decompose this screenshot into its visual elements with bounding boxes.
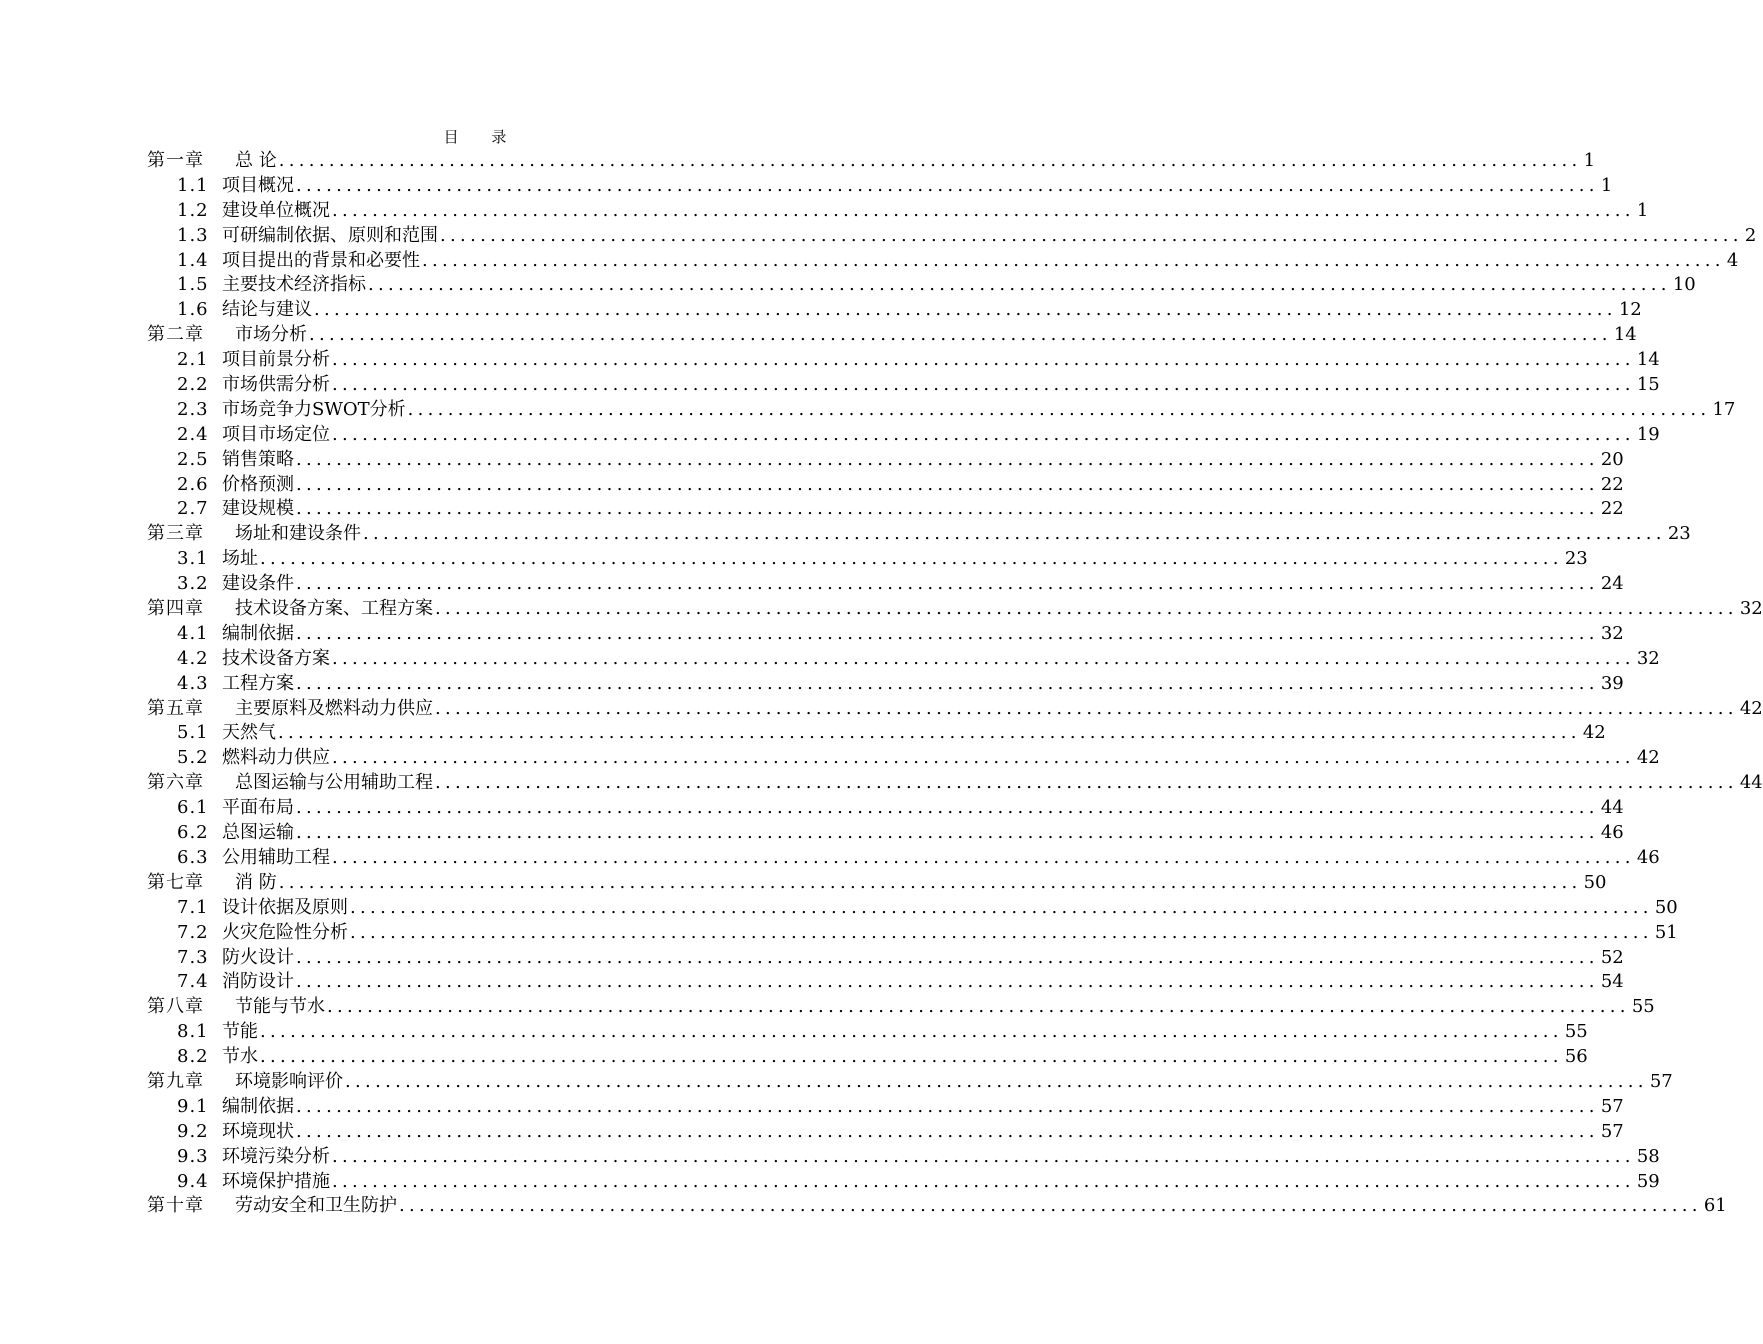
toc-section-entry[interactable] bbox=[147, 174, 1613, 199]
entry-page-number: 1 bbox=[1583, 150, 1596, 171]
toc-section-entry[interactable] bbox=[147, 373, 1660, 398]
toc-section-entry[interactable] bbox=[147, 672, 1624, 697]
dot-leader: .................................................................................................................................. bbox=[260, 1046, 1563, 1068]
entry-title: 节能与节水 bbox=[235, 996, 325, 1018]
entry-title: 市场竞争力SWOT分析 bbox=[222, 398, 406, 420]
entry-number: 7.2 bbox=[177, 921, 209, 943]
entry-title: 节水 bbox=[222, 1046, 258, 1068]
entry-number: 6.1 bbox=[177, 797, 209, 819]
toc-section-entry[interactable] bbox=[147, 199, 1649, 224]
dot-leader: .................................................................................................................................. bbox=[332, 374, 1635, 396]
toc-chapter-entry[interactable] bbox=[147, 323, 1637, 348]
entry-number: 8.2 bbox=[177, 1046, 209, 1068]
entry-number: 6.2 bbox=[177, 822, 209, 844]
dot-leader: .................................................................................................................................. bbox=[296, 1095, 1599, 1117]
dot-leader: .................................................................................................................................. bbox=[278, 871, 1582, 893]
toc-chapter-entry[interactable] bbox=[147, 522, 1691, 547]
entry-number: 7.3 bbox=[177, 946, 209, 968]
entry-page-number: 14 bbox=[1613, 324, 1637, 346]
entry-number: 第二章 bbox=[147, 324, 204, 346]
entry-title: 建设规模 bbox=[222, 498, 294, 520]
toc-section-entry[interactable] bbox=[147, 647, 1660, 672]
dot-leader: .................................................................................................................................. bbox=[296, 174, 1599, 196]
dot-leader: .................................................................................................................................. bbox=[332, 349, 1635, 371]
dot-leader: .................................................................................................................................. bbox=[350, 896, 1653, 918]
entry-title: 平面布局 bbox=[222, 797, 294, 819]
entry-page-number: 14 bbox=[1636, 349, 1660, 371]
entry-number: 2.2 bbox=[177, 374, 209, 396]
toc-chapter-entry[interactable] bbox=[147, 697, 1763, 722]
toc-section-entry[interactable] bbox=[147, 249, 1739, 274]
entry-page-number: 15 bbox=[1636, 374, 1660, 396]
dot-leader: .................................................................................................................................. bbox=[332, 846, 1635, 868]
toc-section-entry[interactable] bbox=[147, 1120, 1624, 1145]
entry-page-number: 4 bbox=[1726, 249, 1739, 271]
entry-number: 2.7 bbox=[177, 498, 209, 520]
entry-number: 第七章 bbox=[147, 871, 204, 893]
toc-section-entry[interactable] bbox=[147, 721, 1606, 746]
entry-title: 节能 bbox=[222, 1021, 258, 1043]
entry-number: 7.4 bbox=[177, 971, 209, 993]
dot-leader: .................................................................................................................................. bbox=[260, 1021, 1563, 1043]
toc-section-entry[interactable] bbox=[147, 946, 1624, 971]
entry-title: 编制依据 bbox=[222, 622, 294, 644]
entry-page-number: 19 bbox=[1636, 423, 1660, 445]
dot-leader: .................................................................................................................................. bbox=[332, 1145, 1635, 1167]
dot-leader: .................................................................................................................................. bbox=[350, 921, 1653, 943]
toc-section-entry[interactable] bbox=[147, 423, 1660, 448]
toc-chapter-entry[interactable] bbox=[147, 597, 1763, 622]
entry-title: 场址 bbox=[222, 548, 258, 570]
entry-title: 环境保护措施 bbox=[222, 1170, 330, 1192]
dot-leader: .................................................................................................................................. bbox=[422, 249, 1725, 271]
toc-section-entry[interactable] bbox=[147, 572, 1624, 597]
entry-title: 劳动安全和卫生防护 bbox=[235, 1195, 397, 1217]
entry-title: 主要原料及燃料动力供应 bbox=[235, 697, 433, 719]
entry-page-number: 23 bbox=[1564, 548, 1588, 570]
dot-leader: .................................................................................................................................. bbox=[309, 324, 1612, 346]
entry-page-number: 52 bbox=[1600, 946, 1624, 968]
entry-page-number: 20 bbox=[1600, 448, 1624, 470]
entry-title: 总 论 bbox=[235, 150, 277, 171]
dot-leader: .................................................................................................................................. bbox=[296, 1120, 1599, 1142]
dot-leader: .................................................................................................................................. bbox=[368, 274, 1671, 296]
dot-leader: .................................................................................................................................. bbox=[332, 1170, 1635, 1192]
entry-title: 编制依据 bbox=[222, 1095, 294, 1117]
entry-number: 5.1 bbox=[177, 722, 209, 744]
dot-leader: .................................................................................................................................. bbox=[296, 822, 1599, 844]
toc-section-entry[interactable] bbox=[147, 1045, 1588, 1070]
entry-page-number: 17 bbox=[1712, 398, 1736, 420]
entry-title: 销售策略 bbox=[222, 448, 294, 470]
entry-page-number: 57 bbox=[1600, 1120, 1624, 1142]
toc-section-entry[interactable] bbox=[147, 448, 1624, 473]
dot-leader: .................................................................................................................................. bbox=[345, 1070, 1648, 1092]
toc-section-entry[interactable] bbox=[147, 473, 1624, 498]
entry-page-number: 55 bbox=[1564, 1021, 1588, 1043]
entry-title: 公用辅助工程 bbox=[222, 846, 330, 868]
entry-number: 3.2 bbox=[177, 573, 209, 595]
entry-page-number: 50 bbox=[1583, 871, 1607, 893]
entry-number: 第五章 bbox=[147, 697, 204, 719]
entry-number: 9.1 bbox=[177, 1095, 209, 1117]
entry-number: 4.1 bbox=[177, 622, 209, 644]
toc-section-entry[interactable] bbox=[147, 497, 1624, 522]
entry-title: 环境影响评价 bbox=[235, 1070, 343, 1092]
entry-number: 第四章 bbox=[147, 598, 204, 620]
entry-number: 5.2 bbox=[177, 747, 209, 769]
dot-leader: .................................................................................................................................. bbox=[332, 423, 1635, 445]
entry-number: 2.6 bbox=[177, 473, 209, 495]
entry-number: 1.6 bbox=[177, 299, 209, 321]
toc-section-entry[interactable] bbox=[147, 547, 1588, 572]
entry-number: 4.2 bbox=[177, 647, 209, 669]
entry-title: 总图运输与公用辅助工程 bbox=[235, 772, 433, 794]
toc-section-entry[interactable] bbox=[147, 846, 1660, 871]
entry-title: 主要技术经济指标 bbox=[222, 274, 366, 296]
entry-number: 1.4 bbox=[177, 249, 209, 271]
entry-title: 环境现状 bbox=[222, 1120, 294, 1142]
entry-title: 市场供需分析 bbox=[222, 374, 330, 396]
dot-leader: .................................................................................................................................. bbox=[296, 622, 1599, 644]
entry-page-number: 46 bbox=[1600, 822, 1624, 844]
entry-number: 9.3 bbox=[177, 1145, 209, 1167]
dot-leader: .................................................................................................................................. bbox=[435, 598, 1738, 620]
entry-page-number: 10 bbox=[1672, 274, 1696, 296]
entry-title: 技术设备方案、工程方案 bbox=[235, 598, 433, 620]
entry-title: 场址和建设条件 bbox=[235, 523, 361, 545]
entry-number: 1.5 bbox=[177, 274, 209, 296]
dot-leader: .................................................................................................................................. bbox=[314, 299, 1617, 321]
entry-number: 第十章 bbox=[147, 1195, 204, 1217]
entry-title: 设计依据及原则 bbox=[222, 896, 348, 918]
entry-page-number: 57 bbox=[1649, 1070, 1673, 1092]
table-of-contents bbox=[147, 149, 1763, 1219]
entry-page-number: 55 bbox=[1631, 996, 1655, 1018]
toc-section-entry[interactable] bbox=[147, 1145, 1660, 1170]
dot-leader: .................................................................................................................................. bbox=[363, 523, 1666, 545]
toc-section-entry[interactable] bbox=[147, 896, 1678, 921]
toc-section-entry[interactable] bbox=[147, 622, 1624, 647]
dot-leader: .................................................................................................................................. bbox=[435, 697, 1738, 719]
toc-chapter-entry[interactable] bbox=[147, 771, 1763, 796]
entry-page-number: 51 bbox=[1654, 921, 1678, 943]
entry-title: 消防设计 bbox=[222, 971, 294, 993]
entry-page-number: 42 bbox=[1739, 697, 1763, 719]
entry-page-number: 2 bbox=[1744, 224, 1757, 246]
entry-number: 1.3 bbox=[177, 224, 209, 246]
toc-chapter-entry[interactable] bbox=[147, 1070, 1673, 1095]
entry-number: 2.5 bbox=[177, 448, 209, 470]
entry-page-number: 59 bbox=[1636, 1170, 1660, 1192]
entry-page-number: 44 bbox=[1600, 797, 1624, 819]
toc-chapter-entry[interactable] bbox=[147, 149, 1596, 174]
dot-leader: .................................................................................................................................. bbox=[296, 448, 1599, 470]
entry-number: 7.1 bbox=[177, 896, 209, 918]
toc-section-entry[interactable] bbox=[147, 746, 1660, 771]
entry-title: 防火设计 bbox=[222, 946, 294, 968]
toc-chapter-entry[interactable] bbox=[147, 871, 1607, 896]
toc-section-entry[interactable] bbox=[147, 398, 1736, 423]
entry-page-number: 44 bbox=[1739, 772, 1763, 794]
entry-number: 8.1 bbox=[177, 1021, 209, 1043]
entry-number: 1.2 bbox=[177, 199, 209, 221]
dot-leader: .................................................................................................................................. bbox=[296, 573, 1599, 595]
entry-number: 1.1 bbox=[177, 174, 209, 196]
entry-number: 9.2 bbox=[177, 1120, 209, 1142]
entry-title: 项目市场定位 bbox=[222, 423, 330, 445]
toc-title: 目 录 bbox=[443, 128, 521, 146]
entry-number: 2.3 bbox=[177, 398, 209, 420]
toc-section-entry[interactable] bbox=[147, 970, 1624, 995]
entry-title: 火灾危险性分析 bbox=[222, 921, 348, 943]
entry-page-number: 24 bbox=[1600, 573, 1624, 595]
entry-page-number: 46 bbox=[1636, 846, 1660, 868]
entry-page-number: 61 bbox=[1703, 1195, 1727, 1217]
toc-section-entry[interactable] bbox=[147, 1095, 1624, 1120]
dot-leader: .................................................................................................................................. bbox=[278, 150, 1582, 171]
entry-title: 建设单位概况 bbox=[222, 199, 330, 221]
entry-title: 技术设备方案 bbox=[222, 647, 330, 669]
entry-page-number: 32 bbox=[1739, 598, 1763, 620]
entry-number: 6.3 bbox=[177, 846, 209, 868]
entry-number: 9.4 bbox=[177, 1170, 209, 1192]
dot-leader: .................................................................................................................................. bbox=[296, 672, 1599, 694]
dot-leader: .................................................................................................................................. bbox=[278, 722, 1581, 744]
entry-title: 消 防 bbox=[235, 871, 277, 893]
dot-leader: .................................................................................................................................. bbox=[296, 498, 1599, 520]
entry-title: 项目提出的背景和必要性 bbox=[222, 249, 420, 271]
toc-section-entry[interactable] bbox=[147, 921, 1678, 946]
entry-page-number: 42 bbox=[1582, 722, 1606, 744]
toc-section-entry[interactable] bbox=[147, 1020, 1588, 1045]
entry-page-number: 50 bbox=[1654, 896, 1678, 918]
entry-title: 燃料动力供应 bbox=[222, 747, 330, 769]
toc-section-entry[interactable] bbox=[147, 298, 1642, 323]
entry-title: 总图运输 bbox=[222, 822, 294, 844]
entry-page-number: 56 bbox=[1564, 1046, 1588, 1068]
dot-leader: .................................................................................................................................. bbox=[296, 473, 1599, 495]
entry-title: 工程方案 bbox=[222, 672, 294, 694]
dot-leader: .................................................................................................................................. bbox=[332, 199, 1635, 221]
dot-leader: .................................................................................................................................. bbox=[296, 946, 1599, 968]
dot-leader: .................................................................................................................................. bbox=[327, 996, 1630, 1018]
entry-number: 2.4 bbox=[177, 423, 209, 445]
entry-page-number: 39 bbox=[1600, 672, 1624, 694]
entry-title: 可研编制依据、原则和范围 bbox=[222, 224, 438, 246]
entry-title: 结论与建议 bbox=[222, 299, 312, 321]
entry-number: 第一章 bbox=[147, 150, 204, 171]
entry-page-number: 57 bbox=[1600, 1095, 1624, 1117]
dot-leader: .................................................................................................................................. bbox=[332, 647, 1635, 669]
entry-page-number: 54 bbox=[1600, 971, 1624, 993]
entry-page-number: 23 bbox=[1667, 523, 1691, 545]
entry-title: 项目前景分析 bbox=[222, 349, 330, 371]
entry-number: 第八章 bbox=[147, 996, 204, 1018]
dot-leader: .................................................................................................................................. bbox=[440, 224, 1743, 246]
dot-leader: .................................................................................................................................. bbox=[332, 747, 1635, 769]
entry-number: 第六章 bbox=[147, 772, 204, 794]
entry-title: 天然气 bbox=[222, 722, 276, 744]
entry-page-number: 22 bbox=[1600, 473, 1624, 495]
entry-number: 4.3 bbox=[177, 672, 209, 694]
entry-page-number: 32 bbox=[1636, 647, 1660, 669]
entry-title: 环境污染分析 bbox=[222, 1145, 330, 1167]
entry-page-number: 1 bbox=[1600, 174, 1613, 196]
entry-page-number: 1 bbox=[1636, 199, 1649, 221]
toc-section-entry[interactable] bbox=[147, 1170, 1660, 1195]
toc-section-entry[interactable] bbox=[147, 224, 1757, 249]
entry-page-number: 32 bbox=[1600, 622, 1624, 644]
toc-section-entry[interactable] bbox=[147, 821, 1624, 846]
entry-number: 3.1 bbox=[177, 548, 209, 570]
entry-page-number: 22 bbox=[1600, 498, 1624, 520]
entry-title: 价格预测 bbox=[222, 473, 294, 495]
entry-number: 第三章 bbox=[147, 523, 204, 545]
entry-page-number: 12 bbox=[1618, 299, 1642, 321]
dot-leader: .................................................................................................................................. bbox=[407, 398, 1711, 420]
toc-chapter-entry[interactable] bbox=[147, 995, 1655, 1020]
dot-leader: .................................................................................................................................. bbox=[399, 1195, 1702, 1217]
entry-page-number: 58 bbox=[1636, 1145, 1660, 1167]
entry-title: 项目概况 bbox=[222, 174, 294, 196]
entry-number: 2.1 bbox=[177, 349, 209, 371]
entry-title: 市场分析 bbox=[235, 324, 307, 346]
entry-number: 第九章 bbox=[147, 1070, 204, 1092]
toc-chapter-entry[interactable] bbox=[147, 1194, 1727, 1219]
entry-page-number: 42 bbox=[1636, 747, 1660, 769]
toc-section-entry[interactable] bbox=[147, 796, 1624, 821]
dot-leader: .................................................................................................................................. bbox=[260, 548, 1563, 570]
toc-section-entry[interactable] bbox=[147, 348, 1660, 373]
entry-title: 建设条件 bbox=[222, 573, 294, 595]
dot-leader: .................................................................................................................................. bbox=[296, 971, 1599, 993]
toc-section-entry[interactable] bbox=[147, 273, 1696, 298]
dot-leader: .................................................................................................................................. bbox=[296, 797, 1599, 819]
dot-leader: .................................................................................................................................. bbox=[435, 772, 1738, 794]
